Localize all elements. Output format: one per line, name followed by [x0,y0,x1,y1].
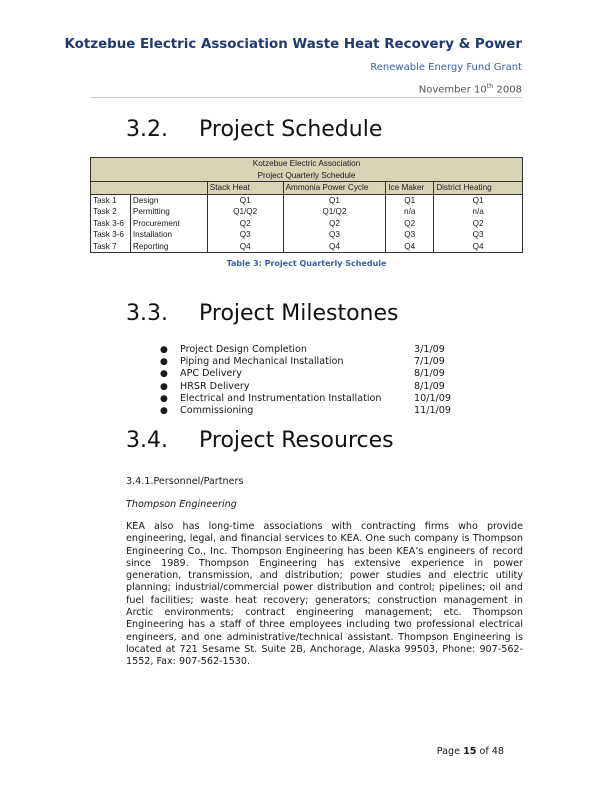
task-cell: Task 2 [91,206,131,218]
task-cell: Task 1 [91,194,131,206]
page-total: of 48 [476,746,504,757]
value-cell: Q1 [207,194,283,206]
value-cell: Q3 [283,229,386,241]
table-row [91,218,523,230]
bullet-icon: ● [160,345,168,355]
bullet-icon: ● [160,357,168,368]
table-title-row [91,170,523,182]
section-title: Project Resources [199,428,394,453]
column-header: Stack Heat [207,182,283,195]
table-title-2: Project Quarterly Schedule [91,170,523,182]
table-row [91,229,523,241]
milestone-date: 7/1/09 [414,356,445,368]
schedule-table [90,157,523,253]
value-cell: Q3 [386,229,434,241]
value-cell: Q4 [283,241,386,253]
milestone-label: Piping and Mechanical Installation [180,356,344,368]
milestone-date: 11/1/09 [414,404,451,416]
value-cell: Q4 [207,241,283,253]
section-number: 3.2. [126,117,168,142]
table-row [91,241,523,253]
task-cell: Task 7 [91,241,131,253]
section-number: 3.3. [126,301,168,326]
column-header: District Heating [434,182,523,195]
list-item [160,405,470,417]
value-cell: Q1/Q2 [283,206,386,218]
milestone-date: 8/1/09 [414,380,445,392]
phase-cell: Procurement [130,218,207,230]
column-header: Ammonia Power Cycle [283,182,386,195]
document-header-title: Kotzebue Electric Association Waste Heat Recovery & Power [64,37,522,52]
value-cell: n/a [386,206,434,218]
header-divider [90,97,522,98]
section-heading-milestones [126,301,399,326]
document-header-date [419,82,522,95]
milestone-label: Commissioning [180,404,254,416]
date-superscript: th [486,82,494,90]
value-cell: Q1 [434,194,523,206]
body-paragraph: KEA also has long-time associations with contracting firms who provide engineering, legal, and financial services to KEA. One such company is Thompson Engineering Co., Inc. Thompson Engineering has been KEA’s engineers of record since 1989. Thompson Engineering has extensive experience in power generation, transmission, and distribution; power studies and electric utility planning; industrial/commercial power distribution and control; pipelines; oil and fuel facilities; waste heat recovery; generators; construction management in Arctic environments; contract engineering management; etc. Thompson Engineering has a staff of three employees including two professional electrical engineers, and one administrative/technical assistant. Thompson Engineering is located at 721 Sesame St. Suite 2B, Anchorage, Alaska 99503, Phone: 907-562-1552, Fax: 907-562-1530. [126,521,523,668]
milestone-label: Project Design Completion [180,344,307,355]
document-header-subtitle: Renewable Energy Fund Grant [370,62,522,73]
milestone-label: APC Delivery [180,368,242,380]
subsection-heading: 3.4.1.Personnel/Partners [126,476,244,487]
value-cell: Q2 [434,218,523,230]
value-cell: Q1/Q2 [207,206,283,218]
value-cell: Q1 [283,194,386,206]
table-caption: Table 3: Project Quarterly Schedule [226,259,387,268]
value-cell: Q2 [207,218,283,230]
page-number [437,746,504,757]
table-header-row [91,182,523,195]
section-number: 3.4. [126,428,168,453]
current-page: 15 [463,746,477,757]
section-heading-schedule [126,117,382,142]
table-header-blank [91,182,208,195]
column-header: Ice Maker [386,182,434,195]
value-cell: Q4 [434,241,523,253]
list-item [160,381,470,393]
milestone-list [160,344,470,417]
firm-name: Thompson Engineering [126,499,237,510]
table-row [91,206,523,218]
value-cell: Q1 [386,194,434,206]
milestone-date: 10/1/09 [414,392,451,404]
section-heading-resources [126,428,394,453]
bullet-icon: ● [160,393,168,404]
date-prefix: November 10 [418,84,487,96]
phase-cell: Installation [130,229,207,241]
value-cell: Q2 [283,218,386,230]
task-cell: Task 3-6 [91,229,131,241]
phase-cell: Reporting [130,241,207,253]
value-cell: Q3 [207,229,283,241]
milestone-label: HRSR Delivery [180,380,250,392]
bullet-icon: ● [160,381,168,392]
milestone-date: 8/1/09 [414,368,445,380]
table-row [91,194,523,206]
value-cell: Q4 [386,241,434,253]
bullet-icon: ● [160,405,168,416]
task-cell: Task 3-6 [91,218,131,230]
bullet-icon: ● [160,369,168,380]
date-suffix: 2008 [493,84,522,96]
list-item [160,344,470,356]
value-cell: Q2 [386,218,434,230]
table-title-row [91,158,523,170]
list-item [160,356,470,368]
table-title-1: Kotzebue Electric Association [91,158,523,170]
list-item [160,393,470,405]
phase-cell: Permitting [130,206,207,218]
phase-cell: Design [130,194,207,206]
milestone-label: Electrical and Instrumentation Installation [180,392,382,404]
section-title: Project Milestones [199,301,399,326]
page-word: Page [436,746,464,757]
milestone-date: 3/1/09 [414,344,445,355]
section-title: Project Schedule [199,117,383,142]
list-item [160,368,470,380]
value-cell: n/a [434,206,523,218]
value-cell: Q3 [434,229,523,241]
